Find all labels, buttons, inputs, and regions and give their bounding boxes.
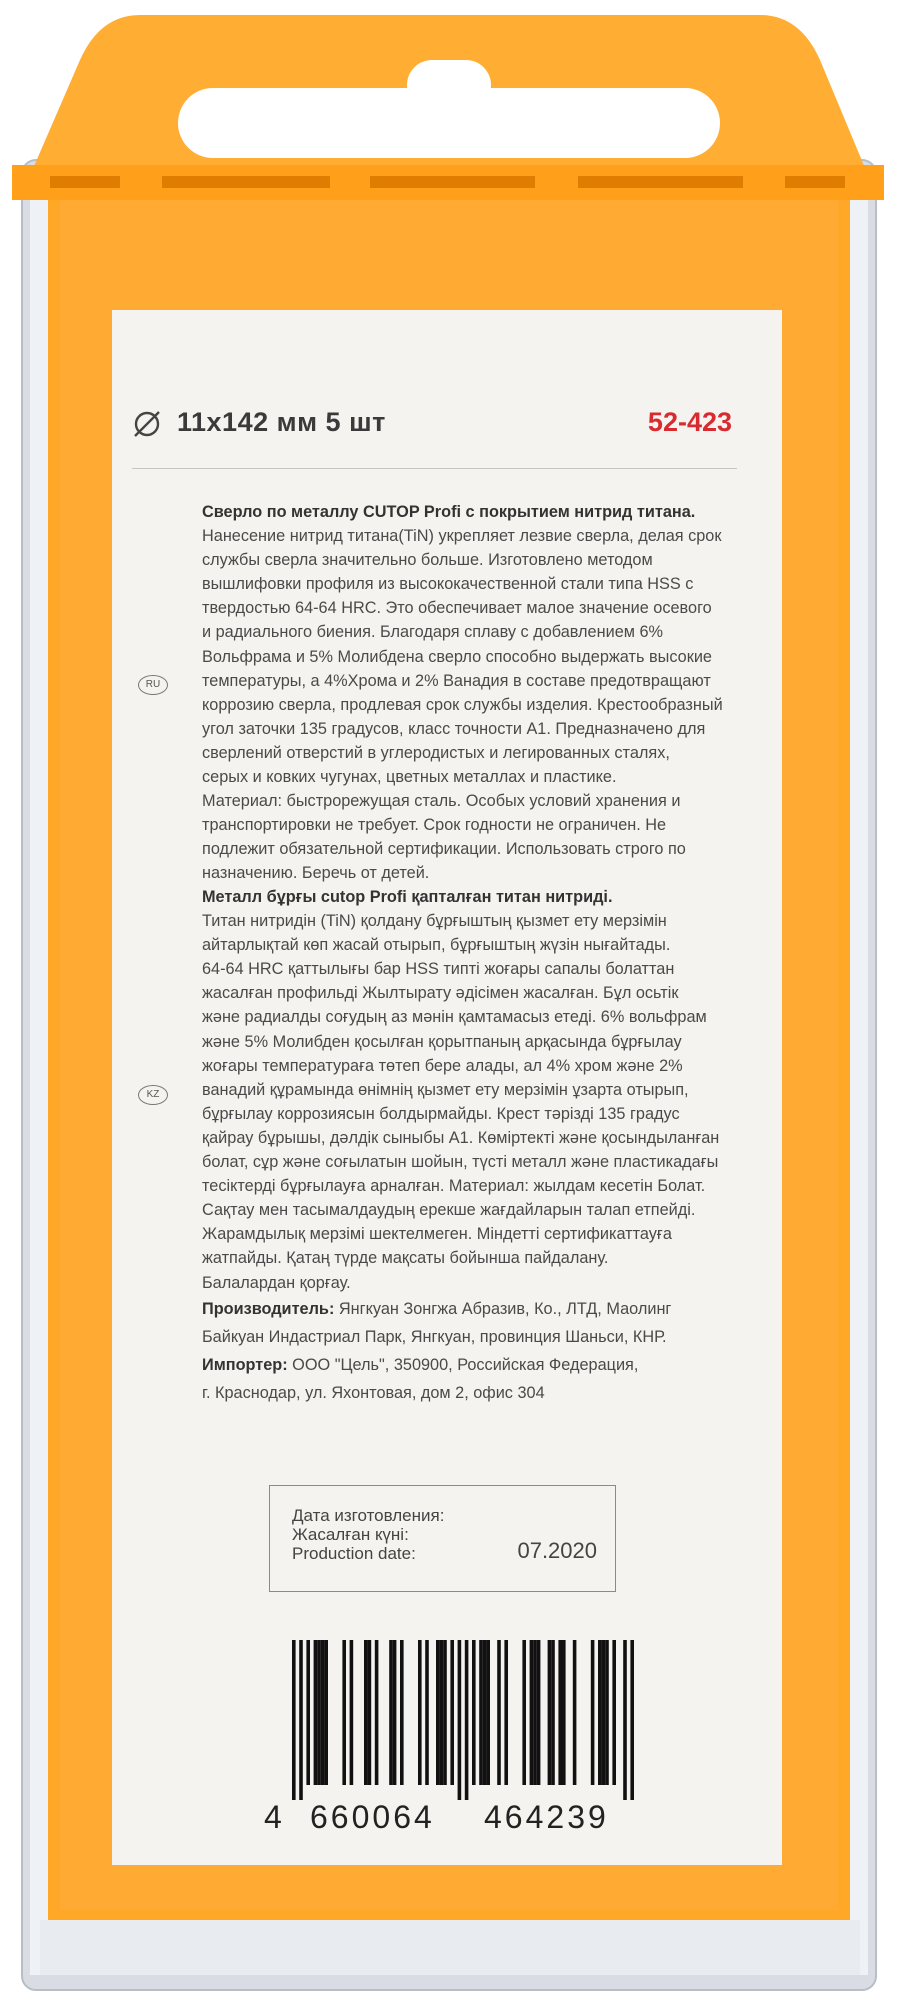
kz-line: Титан нитридін (TiN) қолдану бұрғыштың қызмет ету мерзімін bbox=[202, 912, 667, 931]
ru-line: подлежит обязательной сертификации. Использовать строго по bbox=[202, 840, 686, 859]
title-row bbox=[132, 405, 732, 455]
barcode-bar bbox=[342, 1640, 346, 1785]
article-code: 52-423 bbox=[647, 407, 732, 437]
ru-line: транспортировки не требует. Срок годности не ограничен. Не bbox=[202, 816, 667, 835]
manufacturer-info bbox=[202, 1295, 747, 1407]
barcode-digit-first: 4 bbox=[264, 1799, 282, 1835]
ru-badge: RU bbox=[138, 675, 168, 695]
divider bbox=[132, 468, 737, 469]
barcode-bar bbox=[436, 1640, 440, 1785]
importer-line2: г. Краснодар, ул. Яхонтовая, дом 2, офис 304 bbox=[202, 1384, 545, 1402]
ru-line: угол заточки 135 градусов, класс точности А1. Предназначено для bbox=[202, 719, 706, 738]
ru-line: температуры, а 4%Хрома и 2% Ванадия в составе предотвращают bbox=[202, 671, 711, 690]
importer-label: Импортер: bbox=[202, 1356, 288, 1374]
barcode-bar bbox=[306, 1640, 310, 1785]
barcode-bar bbox=[368, 1640, 372, 1785]
barcode-bar bbox=[486, 1640, 490, 1785]
barcode-bar bbox=[533, 1640, 537, 1785]
barcode-bar bbox=[602, 1640, 606, 1785]
barcode-bar bbox=[479, 1640, 483, 1785]
barcode-bar bbox=[483, 1640, 487, 1785]
ru-line: назначению. Беречь от детей. bbox=[202, 864, 430, 883]
label-card bbox=[112, 310, 782, 1865]
date-label-kz: Жасалған күні: bbox=[292, 1525, 409, 1544]
kz-line: бұрғылау коррозиясын болдырмайды. Крест тәрізді 135 градус bbox=[202, 1104, 680, 1123]
ru-line: серых и ковких чугунах, цветных металлах и пластике. bbox=[202, 768, 617, 787]
maker-line2: Байкуан Индастриал Парк, Янгкуан, провинция Шаньси, КНР. bbox=[202, 1328, 667, 1346]
ru-line: Материал: быстрорежущая сталь. Особых условий хранения и bbox=[202, 792, 681, 811]
date-label-en: Production date: bbox=[292, 1544, 416, 1563]
barcode-bar bbox=[375, 1640, 379, 1785]
ru-heading: Сверло по металлу CUTOP Profi с покрытием нитрид титана. bbox=[202, 503, 696, 521]
barcode-bar bbox=[522, 1640, 526, 1785]
kz-line: айтарлықтай көп жасай отырып, бұрғыштың жүзін нығайтады. bbox=[202, 936, 671, 955]
barcode-bar bbox=[317, 1640, 321, 1785]
barcode-bar bbox=[605, 1640, 609, 1785]
barcode-bar bbox=[450, 1640, 454, 1785]
kz-line: Жарамдылық мерзімі шектелмеген. Міндетті сертификаттауға bbox=[202, 1225, 672, 1244]
barcode-bar bbox=[292, 1640, 296, 1800]
barcode-bar bbox=[443, 1640, 447, 1785]
barcode-bar bbox=[504, 1640, 508, 1785]
barcode bbox=[262, 1640, 662, 1840]
ru-line: сверлений отверстий в углеродистых и легированных сталях, bbox=[202, 743, 670, 762]
maker-label: Производитель: bbox=[202, 1300, 335, 1318]
importer-text: ООО "Цель", 350900, Российская Федерация, bbox=[287, 1356, 639, 1374]
kz-line: жасалған профильді Жылтырату әдісімен жасалған. Бұл осьтік bbox=[202, 984, 679, 1003]
maker-text: Янгкуан Зонгжа Абразив, Ко., ЛТД, Маолинг bbox=[334, 1300, 672, 1318]
kz-line: болат, сұр және соғылатын шойын, түсті металл және пластикадағы bbox=[202, 1153, 719, 1172]
production-date: 07.2020 bbox=[517, 1538, 597, 1563]
barcode-bar bbox=[314, 1640, 318, 1785]
barcode-bar bbox=[440, 1640, 444, 1785]
barcode-bar bbox=[465, 1640, 469, 1800]
barcode-bar bbox=[400, 1640, 404, 1785]
barcode-bar bbox=[598, 1640, 602, 1785]
barcode-bar bbox=[497, 1640, 501, 1785]
kz-line: жоғары температураға төтеп бере алады, ал 4% хром және 2% bbox=[202, 1056, 683, 1075]
kz-heading: Металл бұрғы cutop Profi қапталған титан нитриді. bbox=[202, 888, 613, 906]
kz-line: ванадий құрамында өнімнің қызмет ету мерзімін ұзарта отырып, bbox=[202, 1080, 689, 1099]
barcode-bar bbox=[364, 1640, 368, 1785]
date-label-ru: Дата изготовления: bbox=[292, 1506, 445, 1525]
barcode-bar bbox=[551, 1640, 555, 1785]
kz-line: қайрау бұрышы, дәлдік сыныбы А1. Көміртекті және қосындыланған bbox=[202, 1128, 720, 1147]
barcode-bar bbox=[530, 1640, 534, 1785]
barcode-bar bbox=[324, 1640, 328, 1785]
ru-description bbox=[202, 500, 747, 886]
ru-line: и радиального биения. Благодаря сплаву с добавлением 6% bbox=[202, 623, 664, 642]
barcode-digits-left: 660064 bbox=[310, 1799, 435, 1835]
barcode-digits-right: 464239 bbox=[484, 1799, 609, 1835]
kz-line: Сақтау мен тасымалдаудың ерекше жағдайларын талап етпейді. bbox=[202, 1201, 696, 1220]
barcode-bar bbox=[299, 1640, 303, 1800]
barcode-bar bbox=[558, 1640, 562, 1785]
barcode-bar bbox=[393, 1640, 397, 1785]
kz-description bbox=[202, 885, 747, 1295]
product-size: 11x142 мм 5 шт bbox=[177, 407, 386, 437]
barcode-bar bbox=[573, 1640, 577, 1785]
kz-line: тесіктерді бұрғылауға арналған. Материал: жылдам кесетін Болат. bbox=[202, 1177, 706, 1196]
ru-line: вышлифовки профиля из высококачественной стали типа HSS с bbox=[202, 575, 694, 594]
production-date-box bbox=[269, 1485, 616, 1592]
barcode-bar bbox=[458, 1640, 462, 1800]
barcode-bar bbox=[537, 1640, 541, 1785]
ru-line: твердостью 64-64 HRC. Это обеспечивает малое значение осевого bbox=[202, 599, 712, 618]
kz-line: және 5% Молибден қосылған қорытпаның арқасында бұрғылау bbox=[202, 1032, 682, 1051]
kz-line: 64-64 HRC қаттылығы бар HSS типті жоғары сапалы болаттан bbox=[202, 960, 675, 979]
barcode-bar bbox=[425, 1640, 429, 1785]
barcode-bar bbox=[548, 1640, 552, 1785]
kz-line: және радиалды соғудың аз мәнін қамтамасыз етеді. 6% вольфрам bbox=[202, 1008, 707, 1027]
barcode-bar bbox=[562, 1640, 566, 1785]
barcode-bar bbox=[623, 1640, 627, 1800]
ru-line: службы сверла значительно больше. Изготовлено методом bbox=[202, 551, 653, 570]
diameter-icon bbox=[132, 409, 162, 439]
barcode-bar bbox=[630, 1640, 634, 1800]
kz-badge: KZ bbox=[138, 1085, 168, 1105]
barcode-bar bbox=[321, 1640, 325, 1785]
kz-line: Балалардан қорғау. bbox=[202, 1273, 351, 1292]
barcode-bar bbox=[389, 1640, 393, 1785]
barcode-bar bbox=[418, 1640, 422, 1785]
barcode-bar bbox=[350, 1640, 354, 1785]
barcode-bar bbox=[472, 1640, 476, 1785]
ru-line: Вольфрама и 5% Молибдена сверло способно выдержать высокие bbox=[202, 647, 712, 666]
date-labels bbox=[292, 1506, 444, 1563]
kz-line: жатпайды. Қатаң түрде мақсаты бойынша пайдалану. bbox=[202, 1249, 609, 1268]
ru-line: Нанесение нитрид титана(TiN) укрепляет лезвие сверла, делая срок bbox=[202, 527, 722, 546]
barcode-bar bbox=[612, 1640, 616, 1785]
barcode-bar bbox=[591, 1640, 595, 1785]
ru-line: коррозию сверла, продлевая срок службы изделия. Крестообразный bbox=[202, 695, 723, 714]
